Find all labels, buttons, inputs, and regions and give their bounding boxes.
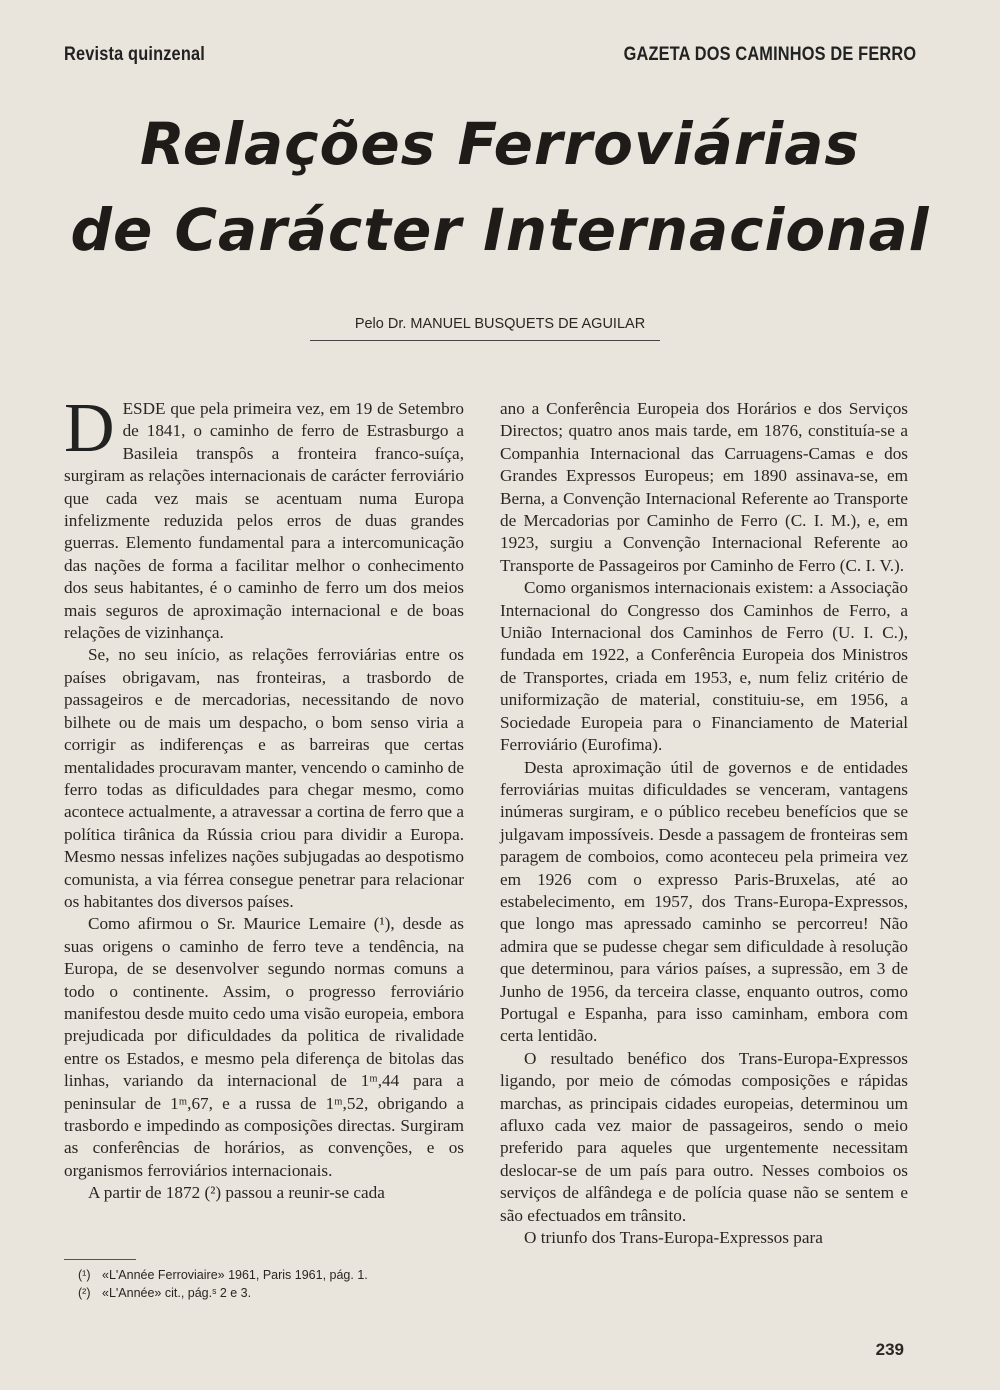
footnote: (¹) «L'Année Ferroviaire» 1961, Paris 1961, pág. 1. <box>78 1268 368 1282</box>
paragraph: O triunfo dos Trans-Europa-Expressos para <box>524 1228 823 1248</box>
right-column <box>500 398 908 1249</box>
paragraph: O resultado benéfico dos Trans-Europa-Expressos ligando, por meio de cómodas composições e rápidas marchas, as principais cidades europeias, determinou um afluxo cada vez maior de passageiros, sendo o meio preferido para aqueles que urgentemente necessitam deslocar-se de um país para outro. Nesses comboios os serviços de alfândega e de polícia quase não se sentem e são efectuados em trânsito. <box>500 1048 908 1225</box>
running-header-left: Revista quinzenal <box>64 44 205 65</box>
left-column <box>64 390 464 1205</box>
footnote-rule <box>64 1259 136 1260</box>
footnote: (²) «L'Année» cit., pág.ˢ 2 e 3. <box>78 1286 252 1300</box>
paragraph: Como afirmou o Sr. Maurice Lemaire (¹), desde as suas origens o caminho de ferro teve a tendência, na Europa, de se desenvolver segundo normas comuns a todo o continente. Assim, o progresso ferroviário manifestou desde muito cedo uma visão europeia, embora prejudicada por dificuldades da politica de rivalidade entre os Estados, e mesmo pela diferença de bitolas das linhas, variando da internacional de 1ᵐ,44 para a peninsular de 1ᵐ,67, e a russa de 1ᵐ,52, obrigando a trasbordo e impedindo as composições directas. Surgiram as conferências de horários, as convenções, e os organismos ferroviários internacionais. <box>64 914 464 1180</box>
paragraph: Desta aproximação útil de governos e de entidades ferroviárias muitas dificuldades se venceram, vantagens inúmeras surgiram, e o público recebeu benefícios que se julgavam impossíveis. Desde a passagem de fronteiras sem paragem de comboios, como aconteceu pela primeira vez em 1926 com o expresso Paris-Bruxelas, até ao estabelecimento, em 1957, dos Trans-Europa-Expressos, que longo mas apressado caminho se percorreu! Não admira que se pudesse chegar sem dificuldade à resolução que determinou, para vários países, a supressão, em 3 de Junho de 1956, da terceira classe, enquanto outros, como Portugal e Espanha, para isso caminham, embora com certa lentidão. <box>500 757 908 1046</box>
article-title-line-1: Relações Ferroviárias <box>140 110 860 178</box>
paragraph: Se, no seu início, as relações ferroviárias entre os países obrigavam, nas fronteiras, a trasbordo de passageiros e de mercadorias, necessitando de novo bilhete ou de mais um despacho, o bom senso viria a corrigir as indiferenças e as barreiras que certas mentalidades procuravam manter, vencendo o caminho de ferro todas as dificuldades para chegar mesmo, como acontece actualmente, a atravessar a cortina de ferro que a política tirânica da Rússia criou para dividir a Europa. Mesmo nessas infelizes nações subjugadas ao despotismo comunista, a via férrea consegue penetrar para relacionar os habitantes dos diversos países. <box>64 645 464 911</box>
drop-cap: D <box>64 390 115 467</box>
paragraph: DESDE que pela primeira vez, em 19 de Setembro de 1841, o caminho de ferro de Estrasburgo a Basileia transpôs a fronteira franco-suíça, surgiram as relações internacionais de carácter ferroviário que cada vez mais se acentuam numa Europa infelizmente reduzida pelos erros de duas grandes guerras. Elemento fundamental para a intercomunicação das nações de forma a facilitar melhor o conhecimento dos seus habitantes, é o caminho de ferro um dos meios mais seguros de aproximação internacional e de boas relações de vizinhança. <box>64 390 464 643</box>
byline: Pelo Dr. MANUEL BUSQUETS DE AGUILAR <box>354 316 646 332</box>
byline-rule <box>310 340 660 341</box>
page-number: 239 <box>875 1340 904 1359</box>
paragraph: A partir de 1872 (²) passou a reunir-se cada <box>88 1183 385 1203</box>
article-title-line-2: de Carácter Internacional <box>70 196 930 264</box>
footnotes <box>78 1266 458 1302</box>
running-header-right: GAZETA DOS CAMINHOS DE FERRO <box>623 44 916 65</box>
paragraph: ano a Conferência Europeia dos Horários e dos Serviços Directos; quatro anos mais tarde, em 1876, constituía-se a Companhia Internacional das Carruagens-Camas e dos Grandes Expressos Europeus; em 1890 assinava-se, em Berna, a Convenção Internacional Referente ao Transporte de Mercadorias por Caminho de Ferro (C. I. M.), e, em 1923, surgiu a Convenção Internacional Referente ao Transporte de Passageiros por Caminho de Ferro (C. I. V.). <box>500 399 908 575</box>
paragraph: Como organismos internacionais existem: a Associação Internacional do Congresso dos Caminhos de Ferro, a União Internacional dos Caminhos de Ferro (U. I. C.), fundada em 1922, a Conferência Europeia dos Ministros de Transportes, criada em 1953, e, num feliz critério de uniformização de material, constituiu-se, em 1956, a Sociedade Europeia para o Financiamento de Material Ferroviário (Eurofima). <box>500 578 908 755</box>
